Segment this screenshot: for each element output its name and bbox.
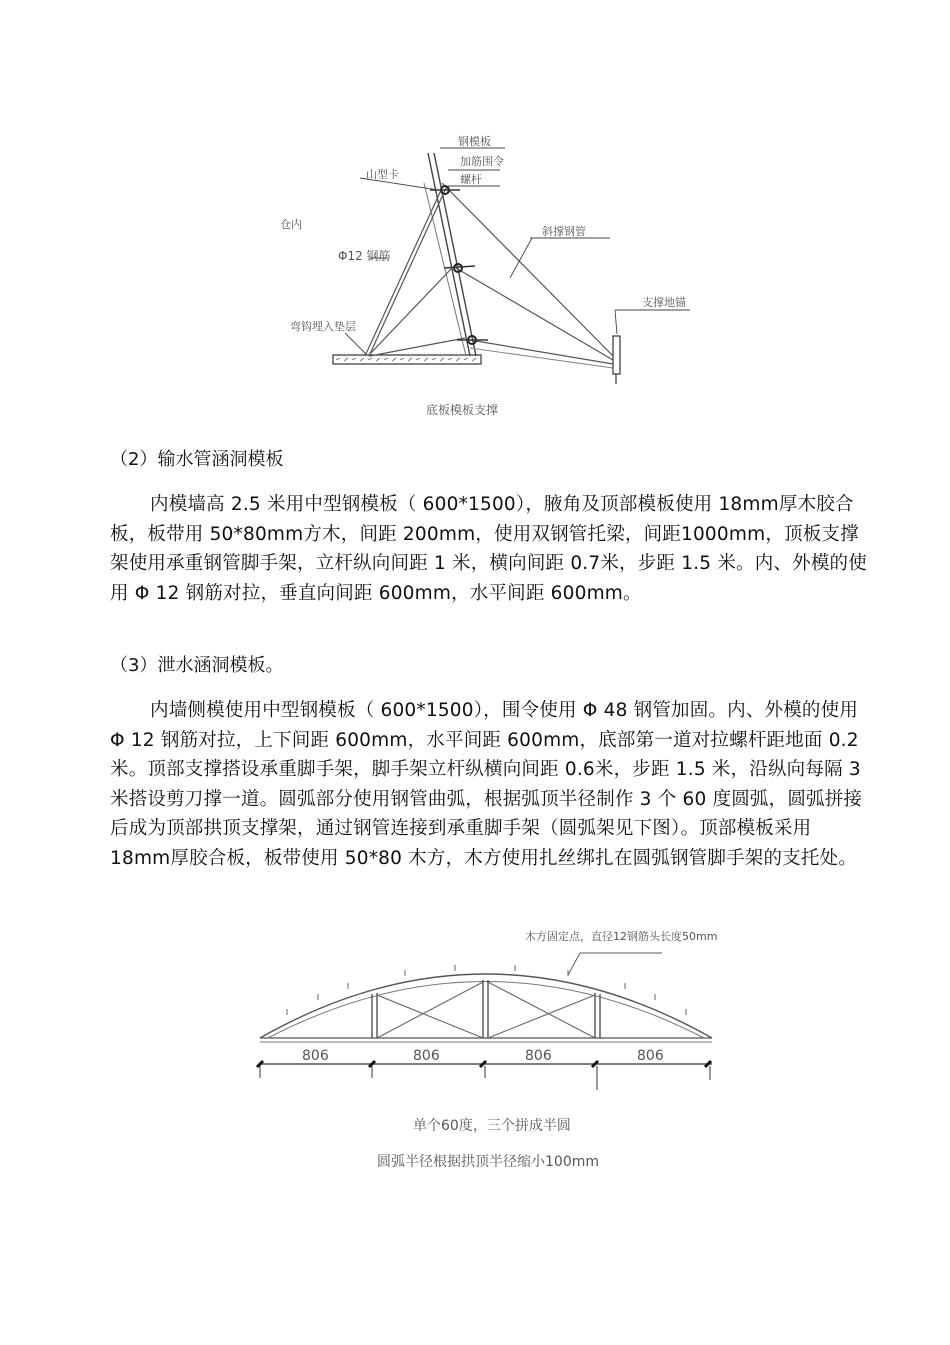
label-mountain-clip: 山型卡 [366,168,399,181]
support-nubs [287,965,686,1015]
support-anchor [613,336,620,374]
bolt-rod-mid [444,266,475,268]
label-rebar-tie: Φ12 钢筋 [338,249,391,263]
truss-diagonals [377,982,595,1038]
figure1-caption: 底板模板支撑 [426,403,499,417]
diagonal-pipe-low [470,340,613,364]
label-bolt: 螺杆 [460,173,482,186]
dimension-label-1: 806 [302,1048,329,1064]
label-support-anchor: 支撑地锚 [642,296,686,309]
arch-top-note: 木方固定点，直径12钢筋头长度50mm [525,930,718,943]
rebar-tie-top [365,188,442,356]
section2-heading: （2）输水管涵洞模板 [110,449,284,470]
diagonal-pipe-top [442,183,613,356]
rebar-tie-low [370,338,465,356]
base-slab [333,355,481,364]
label-steel-form: 钢模板 [458,135,491,148]
diagonal-pipe-mid [456,268,613,360]
formwork-support-figure [270,128,710,428]
label-bent-rebar: 弯钩埋入垫层 [290,320,356,333]
figure2-caption-line2: 圆弧半径根据拱顶半径缩小100mm [377,1154,599,1170]
rebar-tie-top-b [369,188,446,356]
top-note-leader-b [568,953,580,975]
label-inner-side: 仓内 [280,218,302,231]
label-diagonal-pipe: 斜撑钢管 [542,225,586,238]
section2-body: 内模墙高 2.5 米用中型钢模板（ 600*1500），腋角及顶部模板使用 18mm厚木胶合板，板带用 50*80mm方木，间距 200mm，使用双钢管托梁，间距1000mm，顶板支撑架使用承重钢管脚手架，立杆纵向间距 1 米，横向间距 0.7米，步距 1.5 米。内、外模的使用 Φ 12 钢筋对拉，垂直向间距 600mm，水平间距 600mm。 [110,494,867,604]
dimension-extension-lines [260,1066,710,1090]
dimension-label-2: 806 [413,1048,440,1064]
diagonal-pipe-low-b [470,348,613,368]
section3-body: 内墙侧模使用中型钢模板（ 600*1500），围令使用 Φ 48 钢管加固。内、外模的使用 Φ 12 钢筋对拉，上下间距 600mm，水平间距 600mm，底部第一道对拉螺杆距地面 0.2 米。顶部支撑搭设承重脚手架，脚手架立杆纵横向间距 0.6米，步距 1.5 米，沿纵向每隔 3 米搭设剪刀撑一道。圆弧部分使用钢管曲弧，根据弧顶半径制作 3 个 60 度圆弧，圆弧拼接后成为顶部拱顶支撑架，通过钢管连接到承重脚手架（圆弧架见下图）。顶部模板采用 18mm厚胶合板，板带使用 50*80 木方，木方使用扎丝绑扎在圆弧钢管脚手架的支托处。 [110,700,863,869]
arch-frame-figure [250,920,790,1180]
dimension-label-3: 806 [525,1048,552,1064]
arch-inner-curve [268,982,704,1039]
arch-outer-curve [260,974,712,1038]
section3-heading: （3）泄水涵洞模板。 [110,655,284,676]
figure2-caption-line1: 单个60度，三个拼成半圆 [413,1118,571,1134]
label-stiffener: 加筋围令 [460,155,504,168]
dimension-label-4: 806 [637,1048,664,1064]
